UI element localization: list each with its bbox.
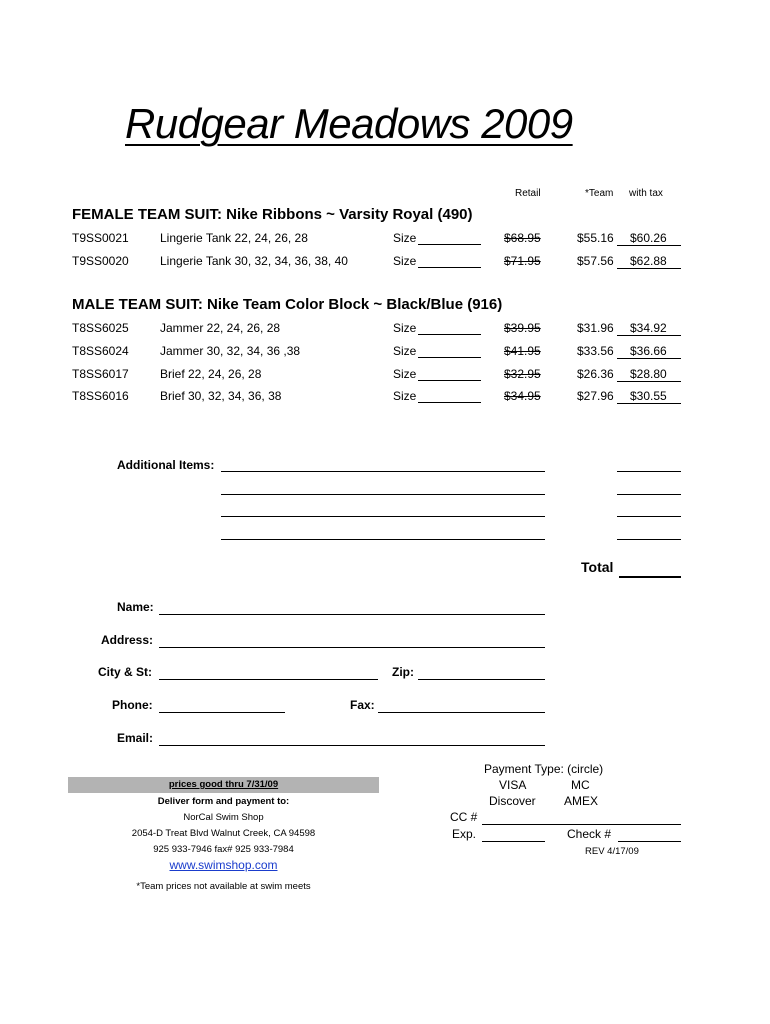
column-header-team: *Team <box>585 188 614 199</box>
quantity-field[interactable] <box>617 403 681 404</box>
quantity-field[interactable] <box>617 268 681 269</box>
team-price: $26.36 <box>577 367 614 381</box>
size-field[interactable] <box>418 380 481 381</box>
shop-name: NorCal Swim Shop <box>183 812 264 823</box>
male-section-heading: MALE TEAM SUIT: Nike Team Color Block ~ Black/Blue (916) <box>72 296 503 313</box>
name-field[interactable] <box>159 614 545 615</box>
team-prices-note: *Team prices not available at swim meets <box>136 881 311 892</box>
team-price: $57.56 <box>577 254 614 268</box>
price-with-tax: $34.92 <box>630 321 667 335</box>
additional-items-label: Additional Items: <box>117 458 215 472</box>
additional-item-price-field[interactable] <box>617 516 681 517</box>
product-sku: T8SS6017 <box>72 367 129 381</box>
retail-price: $41.95 <box>504 344 541 358</box>
additional-item-field[interactable] <box>221 494 545 495</box>
size-field[interactable] <box>418 267 481 268</box>
quantity-field[interactable] <box>617 358 681 359</box>
quantity-field[interactable] <box>617 335 681 336</box>
email-field[interactable] <box>159 745 545 746</box>
quantity-field[interactable] <box>617 245 681 246</box>
payment-type-heading: Payment Type: (circle) <box>484 762 604 776</box>
deliver-text: Deliver form and payment to: <box>157 796 290 807</box>
retail-price: $71.95 <box>504 254 541 268</box>
product-description: Lingerie Tank 22, 24, 26, 28 <box>160 231 308 245</box>
name-label: Name: <box>117 600 154 614</box>
product-sku: T8SS6016 <box>72 389 129 403</box>
fax-label: Fax: <box>350 698 375 712</box>
city-state-label: City & St: <box>98 665 152 679</box>
zip-field[interactable] <box>418 679 545 680</box>
phone-label: Phone: <box>112 698 153 712</box>
address-label: Address: <box>101 633 154 647</box>
check-label: Check # <box>567 827 612 841</box>
size-label: Size <box>393 321 417 335</box>
fax-field[interactable] <box>378 712 545 713</box>
size-field[interactable] <box>418 334 481 335</box>
product-description: Brief 30, 32, 34, 36, 38 <box>160 389 282 403</box>
size-label: Size <box>393 367 417 381</box>
retail-price: $34.95 <box>504 389 541 403</box>
check-number-field[interactable] <box>618 841 681 842</box>
shop-address: 2054-D Treat Blvd Walnut Creek, CA 94598 <box>131 828 316 839</box>
additional-item-price-field[interactable] <box>617 494 681 495</box>
size-label: Size <box>393 231 417 245</box>
total-label: Total <box>581 559 614 575</box>
additional-item-field[interactable] <box>221 539 545 540</box>
product-sku: T9SS0020 <box>72 254 129 268</box>
shop-website-link[interactable]: www.swimshop.com <box>169 858 278 872</box>
city-state-field[interactable] <box>159 679 378 680</box>
retail-price: $68.95 <box>504 231 541 245</box>
size-label: Size <box>393 254 417 268</box>
revision-text: REV 4/17/09 <box>585 846 639 857</box>
additional-item-field[interactable] <box>221 516 545 517</box>
product-description: Jammer 30, 32, 34, 36 ,38 <box>160 344 301 358</box>
size-field[interactable] <box>418 402 481 403</box>
size-field[interactable] <box>418 357 481 358</box>
team-price: $33.56 <box>577 344 614 358</box>
exp-field[interactable] <box>482 841 545 842</box>
exp-label: Exp. <box>452 827 477 841</box>
prices-good-text: prices good thru 7/31/09 <box>168 779 279 790</box>
cc-label: CC # <box>450 810 478 824</box>
team-price: $55.16 <box>577 231 614 245</box>
female-section-heading: FEMALE TEAM SUIT: Nike Ribbons ~ Varsity Royal (490) <box>72 206 473 223</box>
address-field[interactable] <box>159 647 545 648</box>
product-description: Jammer 22, 24, 26, 28 <box>160 321 281 335</box>
product-sku: T8SS6025 <box>72 321 129 335</box>
size-label: Size <box>393 344 417 358</box>
price-with-tax: $62.88 <box>630 254 667 268</box>
price-with-tax: $60.26 <box>630 231 667 245</box>
email-label: Email: <box>117 731 154 745</box>
retail-price: $39.95 <box>504 321 541 335</box>
additional-item-field[interactable] <box>221 471 545 472</box>
total-field[interactable] <box>619 576 681 578</box>
price-with-tax: $36.66 <box>630 344 667 358</box>
team-price: $27.96 <box>577 389 614 403</box>
price-with-tax: $28.80 <box>630 367 667 381</box>
payment-option-visa[interactable]: VISA <box>499 778 527 792</box>
phone-field[interactable] <box>159 712 285 713</box>
size-label: Size <box>393 389 417 403</box>
additional-item-price-field[interactable] <box>617 539 681 540</box>
column-header-retail: Retail <box>515 188 541 199</box>
product-sku: T9SS0021 <box>72 231 129 245</box>
payment-option-amex[interactable]: AMEX <box>564 794 599 808</box>
page-title: Rudgear Meadows 2009 <box>125 100 573 147</box>
size-field[interactable] <box>418 244 481 245</box>
cc-number-field[interactable] <box>482 824 681 825</box>
product-sku: T8SS6024 <box>72 344 129 358</box>
retail-price: $32.95 <box>504 367 541 381</box>
column-header-with-tax: with tax <box>629 188 663 199</box>
payment-option-mc[interactable]: MC <box>571 778 590 792</box>
payment-option-discover[interactable]: Discover <box>489 794 536 808</box>
zip-label: Zip: <box>392 665 414 679</box>
shop-phones: 925 933-7946 fax# 925 933-7984 <box>153 844 294 855</box>
team-price: $31.96 <box>577 321 614 335</box>
additional-item-price-field[interactable] <box>617 471 681 472</box>
price-with-tax: $30.55 <box>630 389 667 403</box>
product-description: Brief 22, 24, 26, 28 <box>160 367 262 381</box>
quantity-field[interactable] <box>617 381 681 382</box>
product-description: Lingerie Tank 30, 32, 34, 36, 38, 40 <box>160 254 348 268</box>
